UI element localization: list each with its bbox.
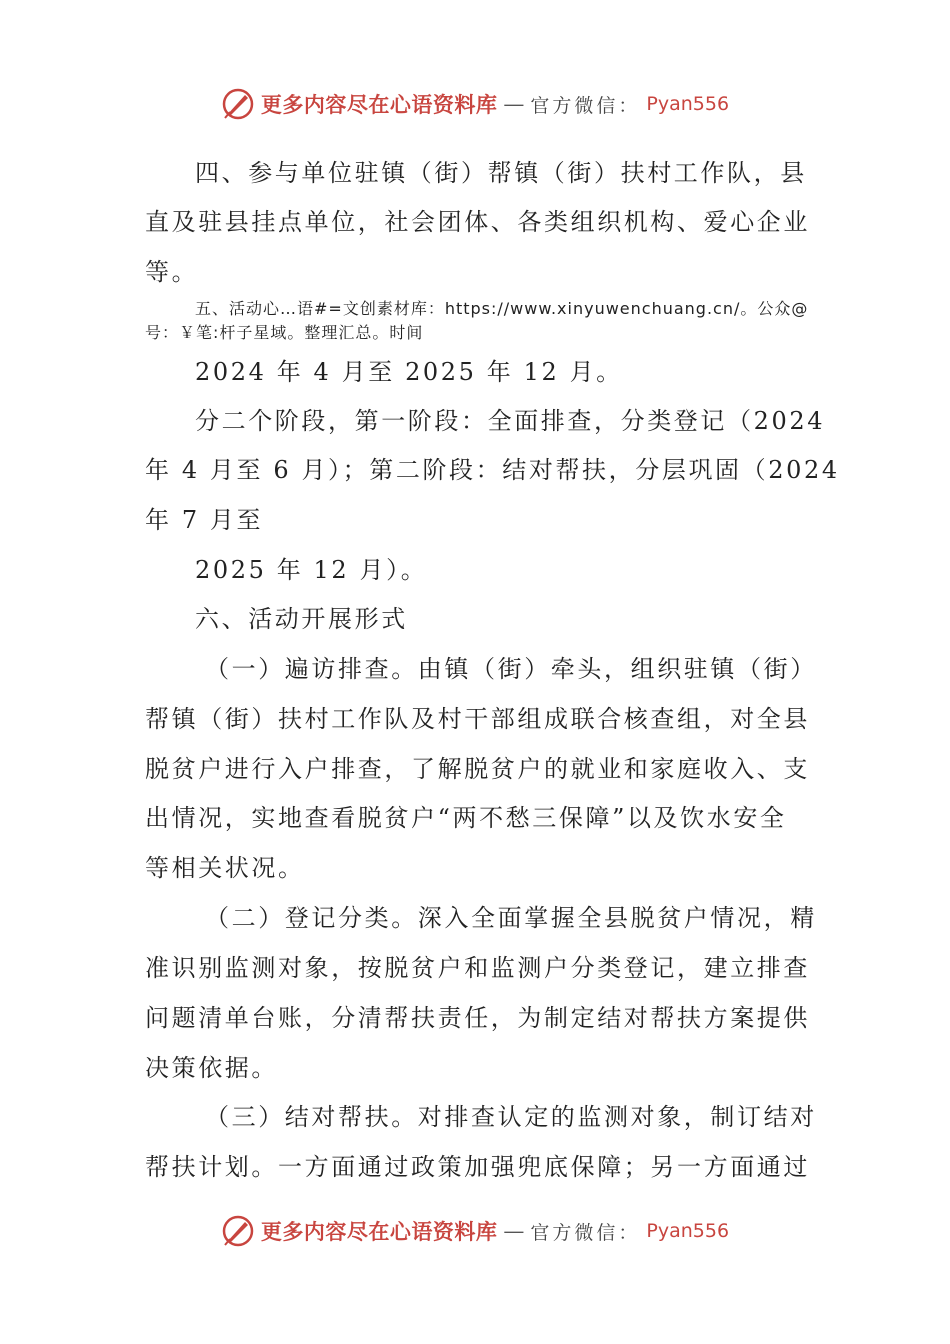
watermark-line1: 五、活动心…语#=文创素材库：https://www.xinyuwenchuang.cn/。公众@ [195, 299, 809, 318]
footer-banner [0, 1211, 950, 1251]
banner-wechat-label: 官方微信： [530, 1221, 641, 1244]
para-register-line2: 准识别监测对象，按脱贫户和监测户分类登记，建立排查 [145, 954, 810, 982]
banner-dash: — [503, 92, 525, 116]
para-participants-line3: 等。 [145, 258, 199, 286]
para-register-line1: （二）登记分类。深入全面掌握全县脱贫户情况，精 [205, 904, 817, 932]
para-visit-line3: 脱贫户进行入户排查，了解脱贫户的就业和家庭收入、支 [145, 755, 810, 783]
para-pairing-line2: 帮扶计划。一方面通过政策加强兜底保障；另一方面通过 [145, 1153, 810, 1181]
para-register-line4: 决策依据。 [145, 1054, 278, 1082]
para-visit-line5: 等相关状况。 [145, 854, 305, 882]
para-participants-line1: 四、参与单位驻镇（街）帮镇（街）扶村工作队，县 [195, 159, 807, 187]
banner-title: 更多内容尽在心语资料库 [260, 1219, 498, 1244]
banner-wechat-id: Pyan556 [646, 1220, 730, 1242]
para-stages-line1: 分二个阶段，第一阶段：全面排查，分类登记（2024 [195, 407, 826, 435]
para-stages-line4: 2025 年 12 月）。 [195, 556, 428, 584]
para-pairing-line1: （三）结对帮扶。对排查认定的监测对象，制订结对 [205, 1103, 817, 1131]
header-banner [0, 84, 950, 124]
para-visit-line1: （一）遍访排查。由镇（街）牵头，组织驻镇（街） [205, 655, 817, 683]
para-stages-line3: 年 7 月至 [145, 506, 264, 534]
banner-wechat-label: 官方微信： [530, 94, 641, 117]
quill-logo-icon [221, 87, 255, 121]
watermark-line2: 号：￥笔:杆子星域。整理汇总。时间 [145, 323, 424, 342]
para-stages-line2: 年 4 月至 6 月）；第二阶段：结对帮扶，分层巩固（2024 [145, 456, 840, 484]
para-participants-line2: 直及驻县挂点单位，社会团体、各类组织机构、爱心企业 [145, 208, 810, 236]
para-visit-line2: 帮镇（街）扶村工作队及村干部组成联合核查组，对全县 [145, 705, 810, 733]
section-heading-six: 六、活动开展形式 [195, 605, 408, 633]
para-time-range: 2024 年 4 月至 2025 年 12 月。 [195, 358, 623, 386]
para-register-line3: 问题清单台账，分清帮扶责任，为制定结对帮扶方案提供 [145, 1004, 810, 1032]
para-visit-line4: 出情况，实地查看脱贫户“两不愁三保障”以及饮水安全 [145, 804, 787, 832]
quill-logo-icon [221, 1214, 255, 1248]
banner-wechat-id: Pyan556 [646, 93, 730, 115]
banner-dash: — [503, 1219, 525, 1243]
banner-title: 更多内容尽在心语资料库 [260, 92, 498, 117]
